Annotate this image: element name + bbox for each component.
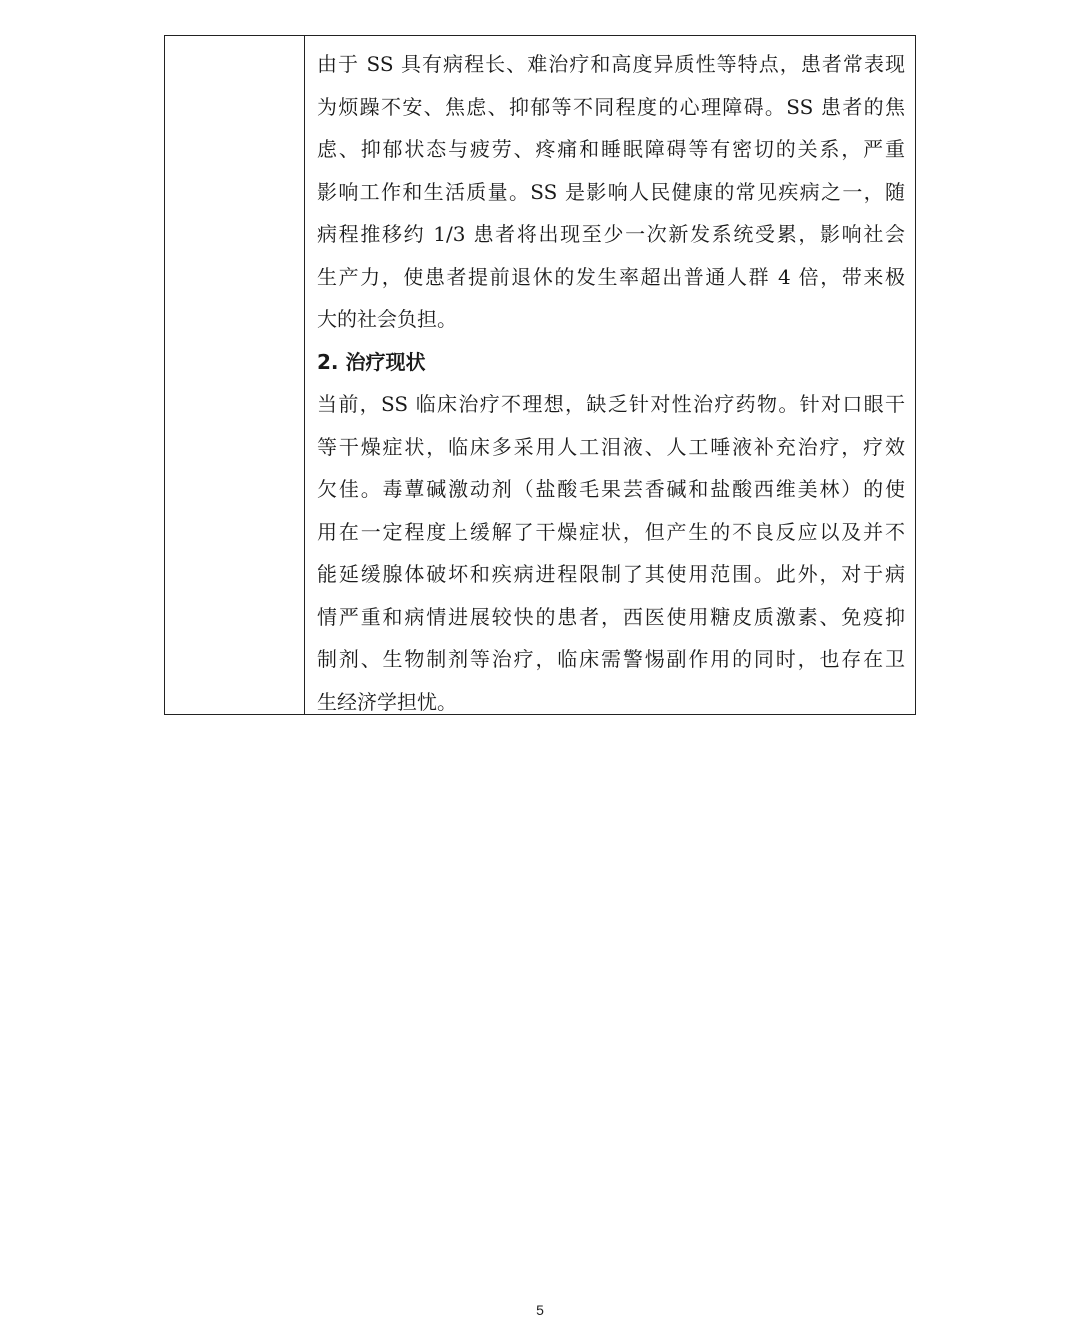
text-line: 为烦躁不安、焦虑、抑郁等不同程度的心理障碍。SS 患者的焦 (317, 94, 905, 119)
text-line: 当前，SS 临床治疗不理想，缺乏针对性治疗药物。针对口眼干 (317, 392, 905, 416)
paragraph-disease-burden (317, 43, 905, 341)
text-line: 由于 SS 具有病程长、难治疗和高度异质性等特点，患者常表现 (317, 52, 905, 76)
text-line: 大的社会负担。 (317, 307, 457, 331)
text-line: 等干燥症状，临床多采用人工泪液、人工唾液补充治疗，疗效 (317, 434, 905, 459)
text-line: 生产力，使患者提前退休的发生率超出普通人群 4 倍，带来极 (317, 264, 905, 289)
text-line: 生经济学担忧。 (317, 689, 457, 714)
text-line: 能延缓腺体破坏和疾病进程限制了其使用范围。此外，对于病 (317, 562, 905, 586)
text-line: 影响工作和生活质量。SS 是影响人民健康的常见疾病之一，随 (317, 179, 905, 204)
content-table (164, 35, 916, 715)
text-line: 情严重和病情进展较快的患者，西医使用糖皮质激素、免疫抑 (317, 604, 905, 629)
text-line: 病程推移约 1/3 患者将出现至少一次新发系统受累，影响社会 (317, 222, 905, 246)
text-line: 制剂、生物制剂等治疗，临床需警惕副作用的同时，也存在卫 (317, 647, 905, 671)
section-heading: 2. 治疗现状 (317, 349, 426, 374)
page-number: 5 (536, 1302, 544, 1318)
table-right-cell (305, 36, 915, 714)
paragraph-treatment-status (317, 383, 905, 723)
text-line: 虑、抑郁状态与疲劳、疼痛和睡眠障碍等有密切的关系，严重 (317, 137, 905, 161)
text-line: 用在一定程度上缓解了干燥症状，但产生的不良反应以及并不 (317, 519, 905, 544)
table-left-cell (165, 36, 305, 714)
text-line: 欠佳。毒蕈碱激动剂（盐酸毛果芸香碱和盐酸西维美林）的使 (317, 477, 905, 501)
